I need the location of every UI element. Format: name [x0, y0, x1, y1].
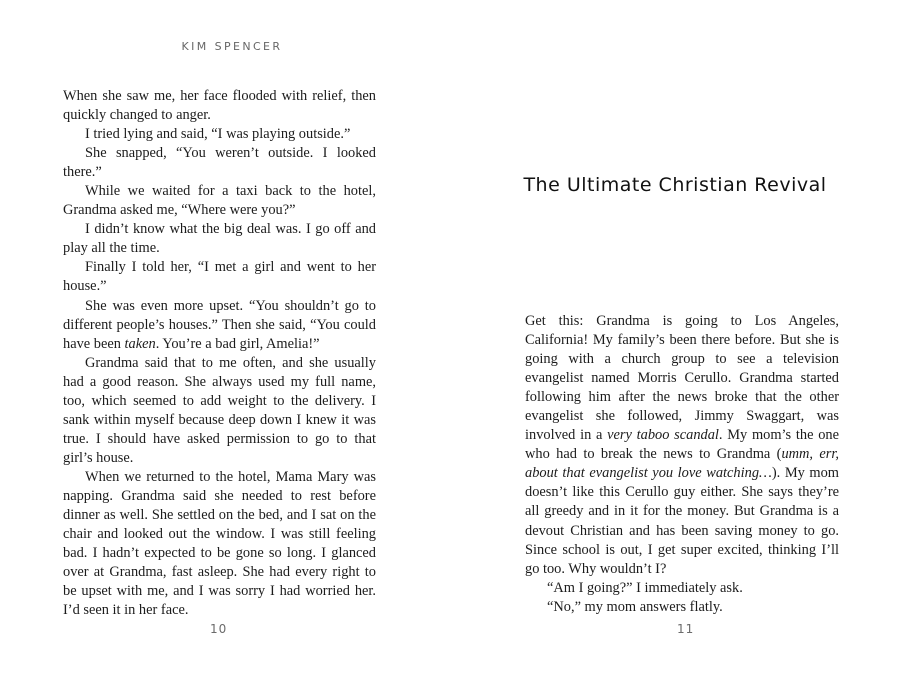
- paragraph: [63, 125, 376, 144]
- page-number-left: 10: [210, 622, 228, 636]
- text-run: I tried lying and said, “I was playing outside.”: [85, 126, 351, 143]
- text-run: I didn’t know what the big deal was. I go off and play all the time.: [63, 221, 376, 257]
- page-number-right: 11: [677, 622, 695, 636]
- text-run: Get this: Grandma is going to Los Angeles, California! My family’s been there before. But she is going with a church group to see a television evangelist named Morris Cerullo. Grandma started following him after the news broke that the other evangelist she followed, Jimmy Swaggart, was involved in a: [525, 313, 839, 444]
- running-head-author: KIM SPENCER: [181, 40, 283, 53]
- paragraph: [63, 258, 376, 296]
- text-run: When she saw me, her face flooded with relief, then quickly changed to anger.: [63, 88, 376, 124]
- paragraph: [63, 144, 376, 182]
- paragraph: [63, 468, 376, 620]
- right-page-body-text: [525, 312, 839, 617]
- text-run: “Am I going?” I immediately ask.: [547, 579, 743, 596]
- left-page-body-text: [63, 87, 376, 620]
- text-run: When we returned to the hotel, Mama Mary was napping. Grandma said she needed to rest before dinner as well. She settled on the bed, and I sat on the chair and looked out the window. I was still feeling bad. I hadn’t expected to be gone so long. I glanced over at Grandma, fast asleep. She had every right to be upset with me, and I was sorry I had worried her. I’d seen it in her face.: [63, 468, 376, 619]
- paragraph: [63, 354, 376, 468]
- text-run: . You’re a bad girl, Amelia!”: [155, 335, 320, 352]
- italic-text-run: taken: [124, 335, 156, 352]
- paragraph: [525, 312, 839, 579]
- text-run: She was even more upset. “You shouldn’t go to different people’s houses.” Then she said, “You could have been: [63, 297, 376, 352]
- text-run: ). My mom doesn’t like this Cerullo guy either. She says they’re all greedy and in it for the money. But Grandma is a devout Christian and has been saving money to go. Since school is out, I get super excited, thinking I’ll go too. Why wouldn’t I?: [525, 465, 839, 577]
- text-run: . My mom’s the one who had to break the news to Grandma (: [525, 427, 839, 463]
- chapter-title: The Ultimate Christian Revival: [523, 174, 827, 196]
- paragraph: [63, 182, 376, 220]
- right-page: [450, 0, 900, 675]
- text-run: While we waited for a taxi back to the hotel, Grandma asked me, “Where were you?”: [63, 183, 376, 219]
- paragraph: [525, 598, 839, 617]
- paragraph: [63, 220, 376, 258]
- paragraph: [63, 297, 376, 354]
- text-run: She snapped, “You weren’t outside. I looked there.”: [63, 145, 376, 181]
- text-run: Grandma said that to me often, and she usually had a good reason. She always used my full name, too, which seemed to add weight to the delivery. I sank within myself because deep down I knew it was true. I should have asked permission to go to that girl’s house.: [63, 354, 376, 466]
- paragraph: [63, 87, 376, 125]
- text-run: “No,” my mom answers flatly.: [547, 598, 723, 615]
- text-run: Finally I told her, “I met a girl and went to her house.”: [63, 259, 376, 295]
- italic-text-run: umm, err, about that evangelist you love watching…: [525, 446, 840, 482]
- paragraph: [525, 579, 839, 598]
- italic-text-run: very taboo scandal: [607, 427, 719, 444]
